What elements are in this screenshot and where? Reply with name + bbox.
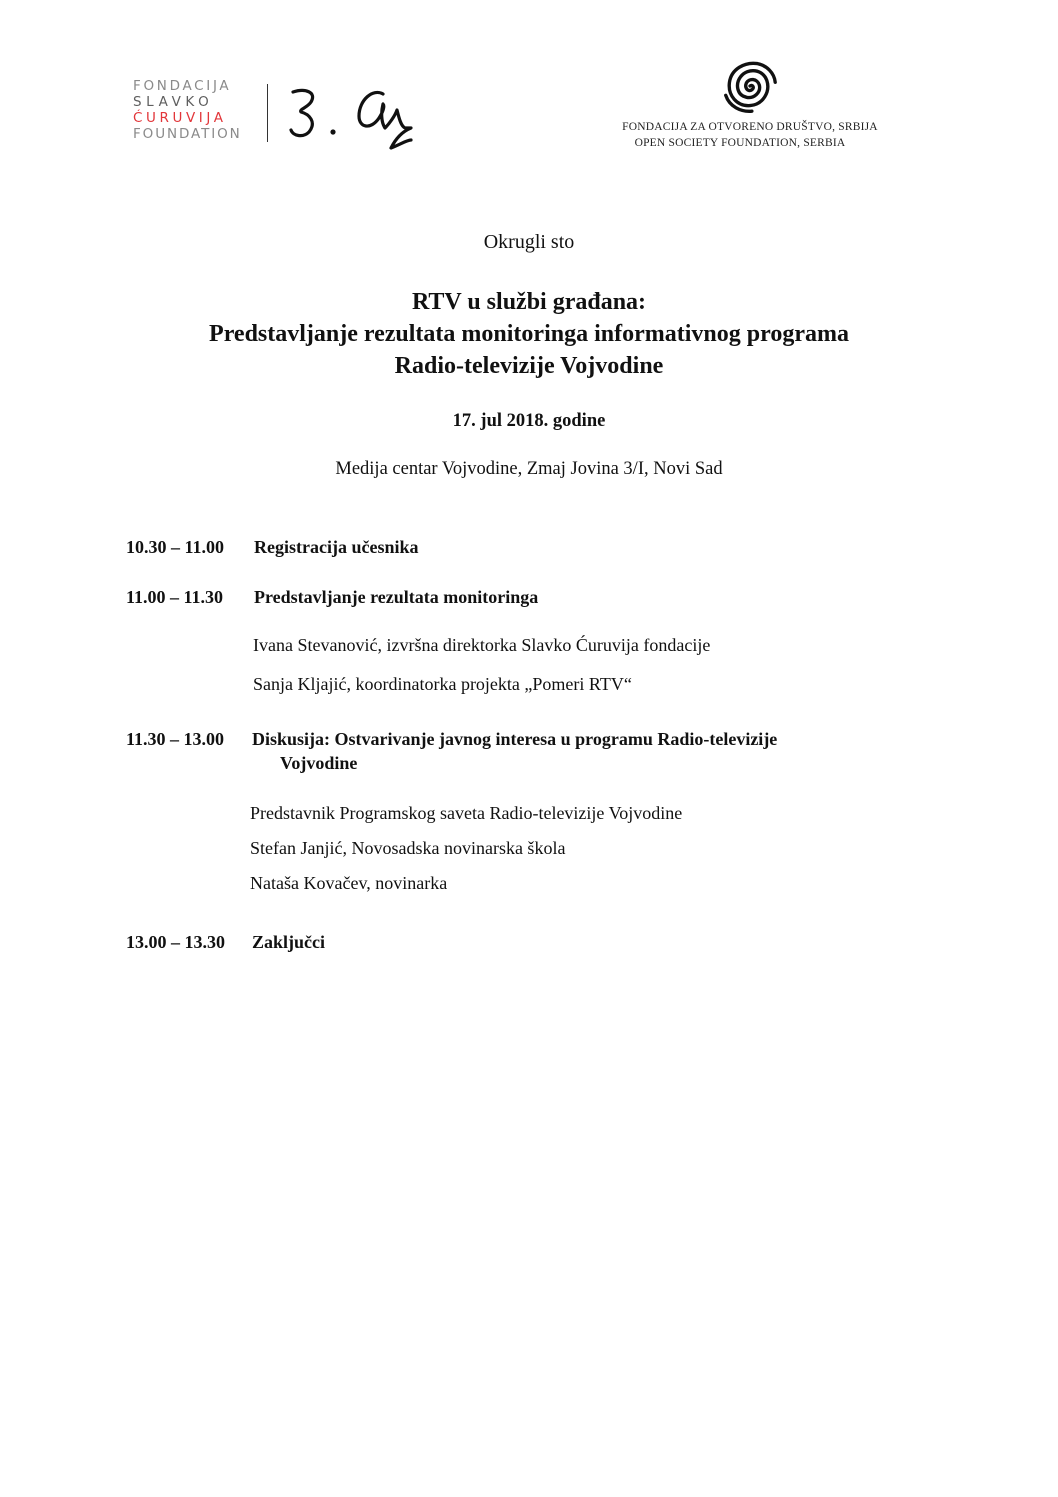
agenda-time: 11.00 – 11.30 (126, 587, 224, 607)
scf-logo-line1: FONDACIJA (133, 78, 232, 94)
scf-logo-line3: ĆURUVIJA (133, 110, 227, 126)
agenda-topic: Diskusija: Ostvarivanje javnog interesa u programu Radio-televizije (252, 729, 778, 749)
signature-icon (283, 78, 423, 158)
event-title-line1: RTV u službi građana: (411, 289, 647, 315)
agenda-item (126, 537, 419, 558)
agenda-topic: Predstavljanje rezultata monitoringa (254, 587, 539, 607)
slavko-curuvija-foundation-logo (133, 78, 433, 158)
speaker: Predstavnik Programskog saveta Radio-televizije Vojvodine (250, 803, 683, 823)
event-date: 17. jul 2018. godine (452, 411, 606, 431)
scf-logo-line2: SLAVKO (133, 94, 214, 110)
osf-logo-line2: OPEN SOCIETY FOUNDATION, SERBIA (634, 137, 846, 149)
event-title (0, 286, 1058, 382)
scf-logo-line4: FOUNDATION (133, 126, 242, 142)
event-title-line3: Radio-televizije Vojvodine (394, 353, 664, 379)
speaker: Ivana Stevanović, izvršna direktorka Slavko Ćuruvija fondacije (253, 635, 711, 655)
speaker: Stefan Janjić, Novosadska novinarska škola (250, 838, 566, 858)
event-title-line2: Predstavljanje rezultata monitoringa informativnog programa (209, 321, 849, 347)
scf-logo-wordmark (133, 78, 242, 142)
agenda-item (126, 932, 326, 953)
osf-logo-line1: FONDACIJA ZA OTVORENO DRUŠTVO, SRBIJA (622, 121, 878, 133)
agenda-time: 11.30 – 13.00 (126, 729, 225, 749)
speaker: Sanja Kljajić, koordinatorka projekta „Pomeri RTV“ (253, 674, 632, 694)
agenda-time: 13.00 – 13.30 (126, 932, 225, 952)
event-venue: Medija centar Vojvodine, Zmaj Jovina 3/I, Novi Sad (335, 459, 723, 479)
spiral-icon (722, 58, 778, 114)
agenda-time: 10.30 – 11.00 (126, 537, 225, 557)
agenda-topic: Zaključci (252, 932, 326, 952)
agenda-item (126, 729, 778, 773)
agenda-item (126, 587, 539, 608)
event-type: Okrugli sto (483, 231, 575, 253)
logo-divider (267, 84, 268, 142)
open-society-foundation-logo (600, 58, 910, 158)
speaker: Nataša Kovačev, novinarka (250, 873, 448, 893)
agenda-topic: Registracija učesnika (254, 537, 419, 557)
agenda-topic-continued: Vojvodine (280, 753, 358, 773)
